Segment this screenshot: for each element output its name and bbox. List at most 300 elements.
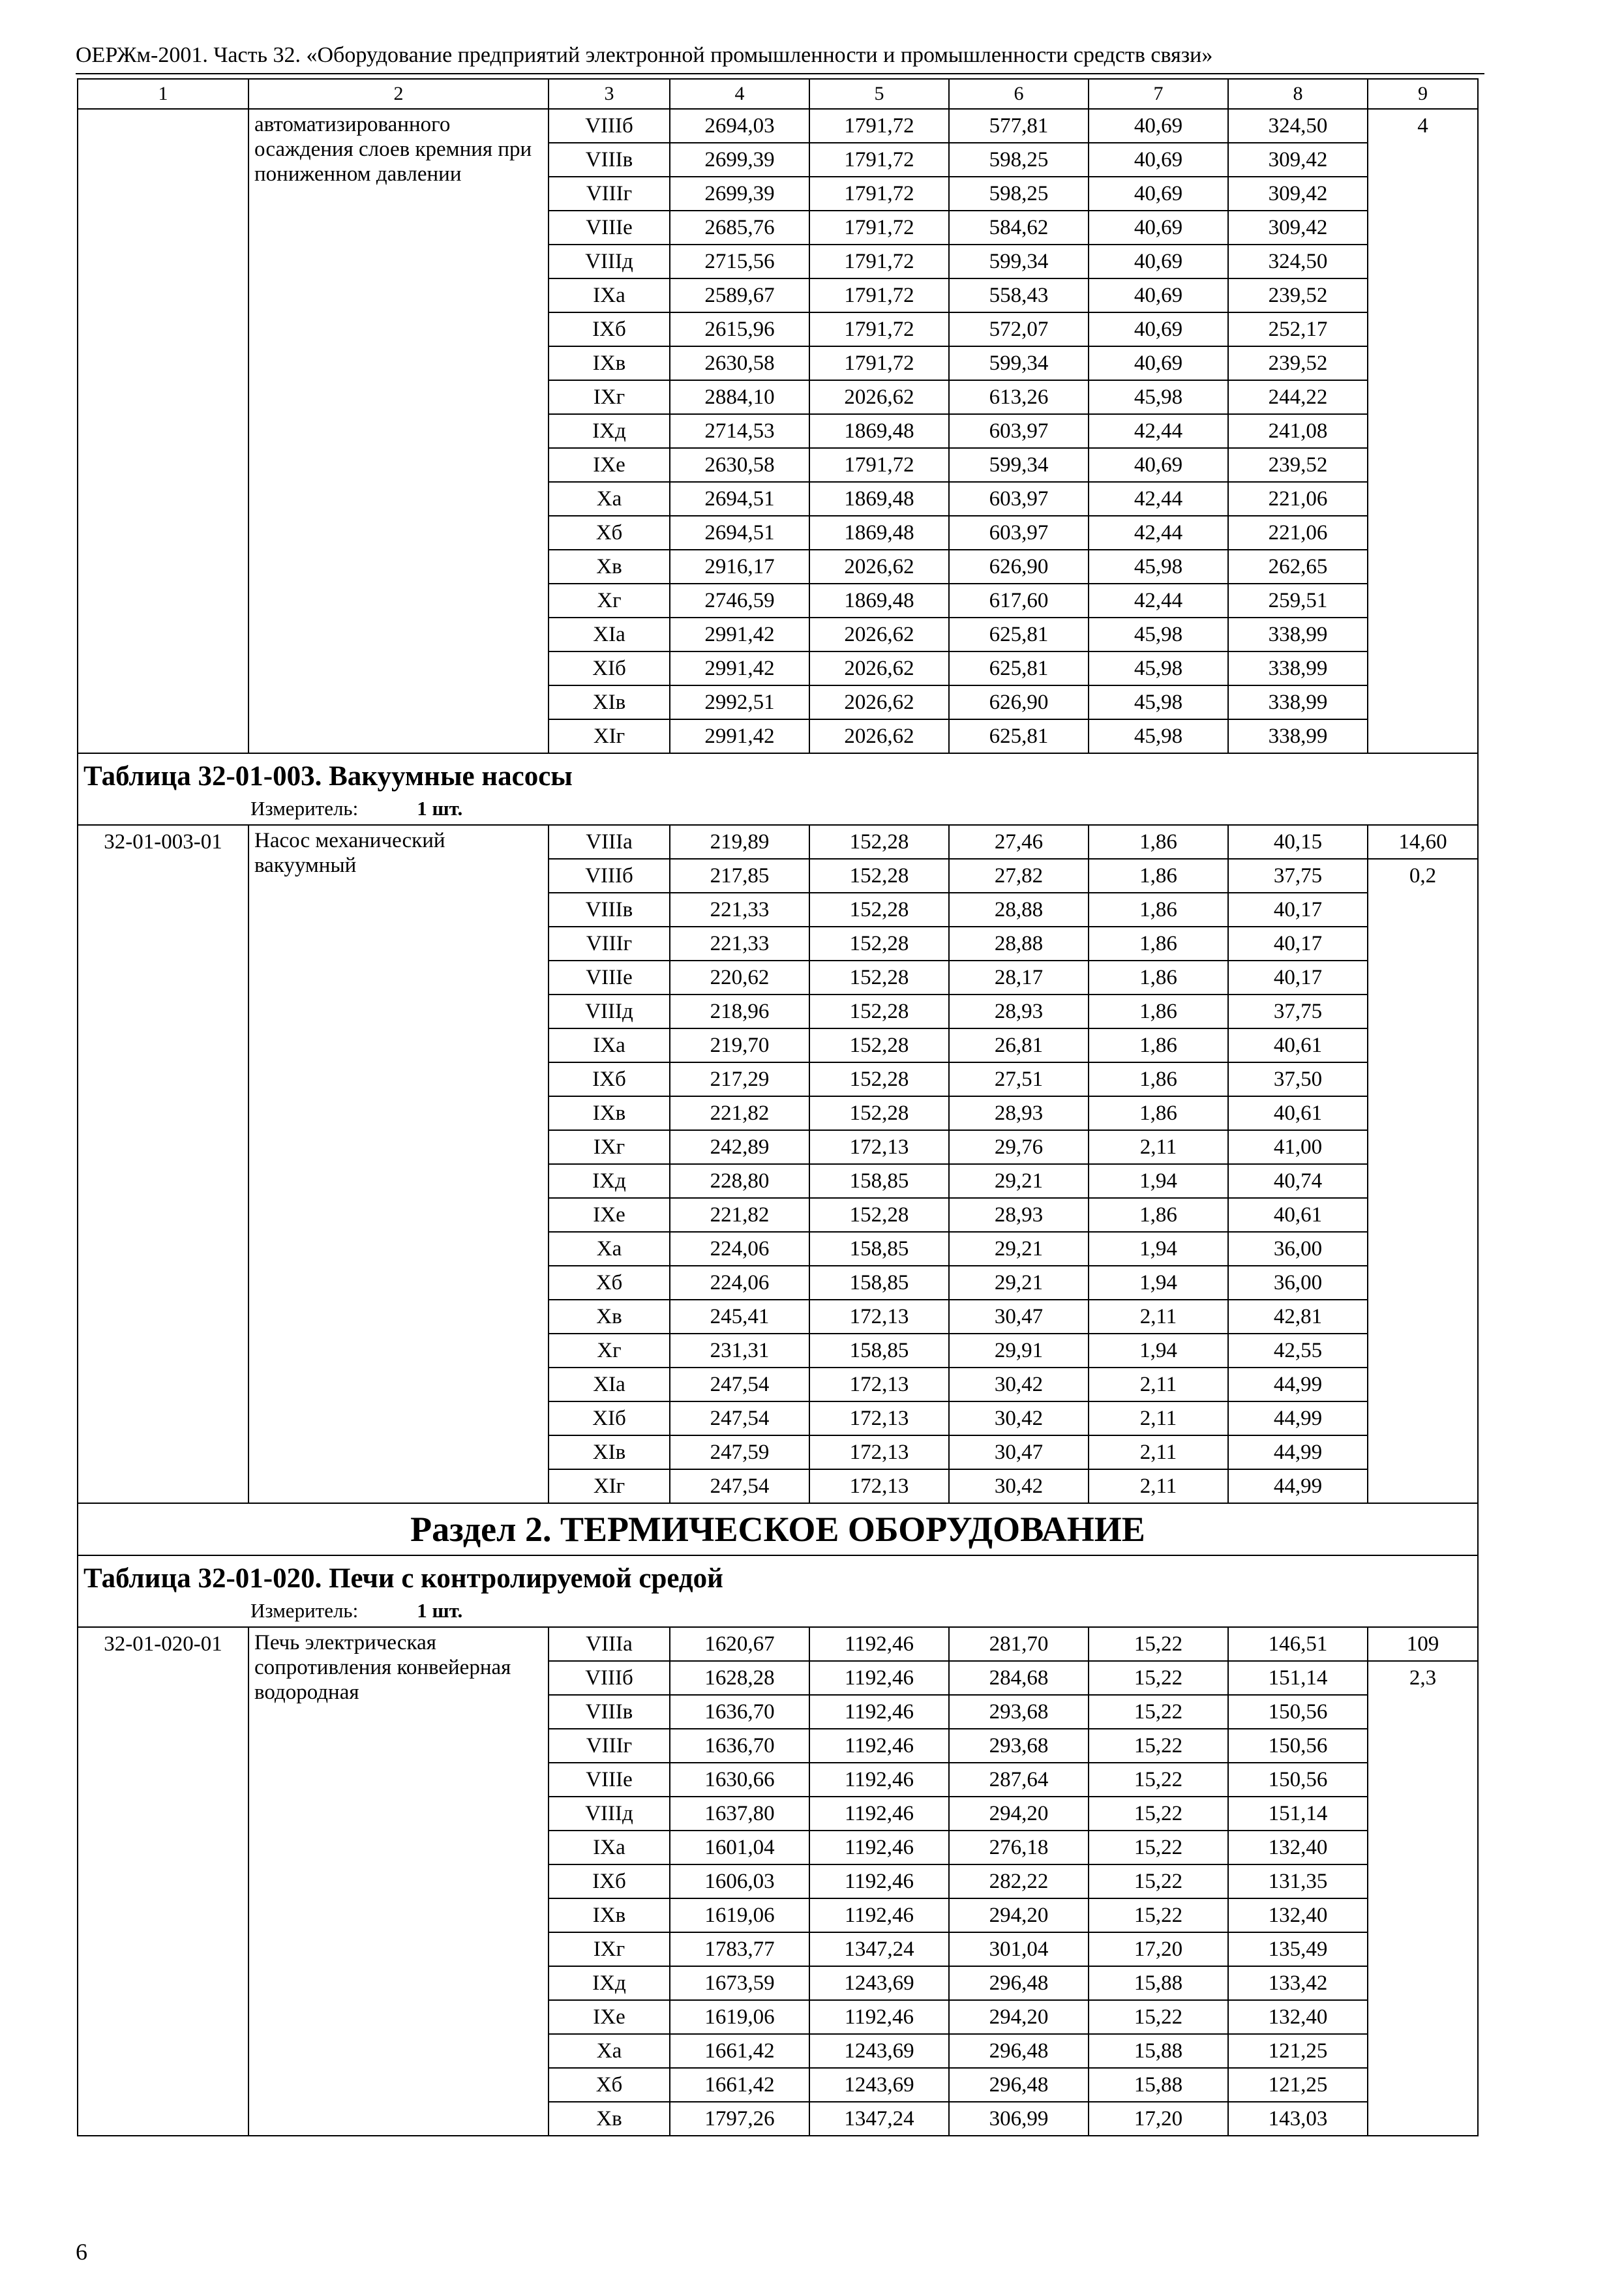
price-value: 150,56	[1228, 1763, 1368, 1797]
price-value: 2,11	[1089, 1469, 1228, 1503]
price-value: 221,06	[1228, 482, 1368, 516]
zone-code: IXд	[549, 414, 670, 448]
price-value: 1797,26	[670, 2102, 809, 2136]
resource-name: Насос механический вакуумный	[248, 825, 549, 1503]
price-value: 17,20	[1089, 1932, 1228, 1966]
zone-code: Xа	[549, 482, 670, 516]
zone-code: XIб	[549, 1401, 670, 1435]
zone-code: VIIIб	[549, 1661, 670, 1695]
price-value: 42,44	[1089, 414, 1228, 448]
resource-code	[78, 109, 248, 753]
price-value: 152,28	[809, 1198, 949, 1232]
price-value: 217,85	[670, 859, 809, 893]
price-value: 152,28	[809, 1062, 949, 1096]
zone-code: IXд	[549, 1164, 670, 1198]
price-value: 40,61	[1228, 1096, 1368, 1130]
price-value: 150,56	[1228, 1729, 1368, 1763]
unit-label: Измеритель:	[250, 797, 359, 820]
zone-code: VIIIе	[549, 961, 670, 995]
price-value: 1,86	[1089, 1028, 1228, 1062]
zone-code: Xв	[549, 550, 670, 584]
price-value: 1636,70	[670, 1729, 809, 1763]
table-row	[78, 1627, 1478, 1661]
price-value: 296,48	[949, 2068, 1089, 2102]
zone-code: IXг	[549, 380, 670, 414]
price-value: 1,94	[1089, 1266, 1228, 1300]
price-value: 29,21	[949, 1164, 1089, 1198]
zone-code: VIIIв	[549, 143, 670, 177]
zone-code: IXб	[549, 1062, 670, 1096]
price-value: 1619,06	[670, 2000, 809, 2034]
price-value: 217,29	[670, 1062, 809, 1096]
price-value: 15,22	[1089, 1898, 1228, 1932]
column-number: 6	[949, 79, 1089, 109]
price-value: 1791,72	[809, 312, 949, 346]
zone-code: XIв	[549, 685, 670, 719]
zone-code: IXе	[549, 1198, 670, 1232]
price-value: 15,22	[1089, 1763, 1228, 1797]
price-value: 241,08	[1228, 414, 1368, 448]
price-value: 28,17	[949, 961, 1089, 995]
price-value: 2694,51	[670, 482, 809, 516]
price-value: 1192,46	[809, 1763, 949, 1797]
price-value: 296,48	[949, 1966, 1089, 2000]
zone-code: IXа	[549, 1831, 670, 1864]
price-value: 242,89	[670, 1130, 809, 1164]
price-value: 42,44	[1089, 482, 1228, 516]
price-value: 1673,59	[670, 1966, 809, 2000]
price-value: 158,85	[809, 1334, 949, 1368]
price-value: 132,40	[1228, 1831, 1368, 1864]
price-value: 28,93	[949, 1096, 1089, 1130]
price-value: 626,90	[949, 685, 1089, 719]
price-value: 1620,67	[670, 1627, 809, 1661]
price-value: 45,98	[1089, 550, 1228, 584]
price-value: 15,22	[1089, 1831, 1228, 1864]
price-value: 15,88	[1089, 2034, 1228, 2068]
price-value: 613,26	[949, 380, 1089, 414]
zone-code: Xб	[549, 2068, 670, 2102]
price-value: 28,88	[949, 927, 1089, 961]
price-value: 29,76	[949, 1130, 1089, 1164]
price-value: 143,03	[1228, 2102, 1368, 2136]
price-value: 219,89	[670, 825, 809, 859]
price-value: 558,43	[949, 278, 1089, 312]
zone-code: Xг	[549, 584, 670, 618]
zone-code: VIIIд	[549, 995, 670, 1028]
price-value: 150,56	[1228, 1695, 1368, 1729]
price-value: 45,98	[1089, 685, 1228, 719]
price-value: 30,42	[949, 1401, 1089, 1435]
price-value: 135,49	[1228, 1932, 1368, 1966]
price-value: 121,25	[1228, 2068, 1368, 2102]
price-value: 324,50	[1228, 245, 1368, 278]
column-number: 9	[1368, 79, 1478, 109]
price-value: 1192,46	[809, 1729, 949, 1763]
price-value: 2,11	[1089, 1401, 1228, 1435]
price-value: 296,48	[949, 2034, 1089, 2068]
price-value: 1,86	[1089, 893, 1228, 927]
zone-code: XIв	[549, 1435, 670, 1469]
price-value: 1869,48	[809, 584, 949, 618]
price-value: 42,81	[1228, 1300, 1368, 1334]
price-value: 151,14	[1228, 1797, 1368, 1831]
zone-code: IXб	[549, 312, 670, 346]
price-value: 2991,42	[670, 618, 809, 651]
zone-code: VIIIг	[549, 1729, 670, 1763]
zone-code: Xб	[549, 1266, 670, 1300]
price-value: 245,41	[670, 1300, 809, 1334]
zone-code: IXе	[549, 448, 670, 482]
running-title: ОЕРЖм-2001. Часть 32. «Оборудование предприятий электронной промышленности и промышленности средств связи»	[76, 43, 1213, 67]
price-value: 1192,46	[809, 1864, 949, 1898]
price-value: 42,55	[1228, 1334, 1368, 1368]
price-value: 44,99	[1228, 1435, 1368, 1469]
price-value: 172,13	[809, 1469, 949, 1503]
price-value: 1791,72	[809, 278, 949, 312]
price-value: 29,91	[949, 1334, 1089, 1368]
price-value: 1791,72	[809, 346, 949, 380]
price-value: 1,86	[1089, 859, 1228, 893]
price-value: 172,13	[809, 1368, 949, 1401]
price-value: 1601,04	[670, 1831, 809, 1864]
price-value: 1192,46	[809, 1831, 949, 1864]
price-value: 40,61	[1228, 1028, 1368, 1062]
price-value: 294,20	[949, 1898, 1089, 1932]
zone-code: VIIIб	[549, 859, 670, 893]
price-value: 2916,17	[670, 550, 809, 584]
price-value: 41,00	[1228, 1130, 1368, 1164]
resource-name: автоматизированного осаждения слоев кремния при пониженном давлении	[248, 109, 549, 753]
price-value: 172,13	[809, 1401, 949, 1435]
price-value: 281,70	[949, 1627, 1089, 1661]
price-value: 1243,69	[809, 1966, 949, 2000]
price-value: 2694,03	[670, 109, 809, 143]
price-value: 1869,48	[809, 516, 949, 550]
price-value: 40,69	[1089, 312, 1228, 346]
price-value: 599,34	[949, 346, 1089, 380]
price-value: 1,86	[1089, 927, 1228, 961]
zone-code: VIIIв	[549, 893, 670, 927]
price-value: 172,13	[809, 1130, 949, 1164]
price-value: 158,85	[809, 1232, 949, 1266]
price-value: 2991,42	[670, 651, 809, 685]
unit-value: 1 шт.	[417, 797, 463, 820]
price-value: 599,34	[949, 245, 1089, 278]
price-value: 239,52	[1228, 346, 1368, 380]
price-value: 259,51	[1228, 584, 1368, 618]
table-title-row	[78, 753, 1478, 825]
zone-code: IXв	[549, 346, 670, 380]
table-title-row	[78, 1555, 1478, 1627]
price-value: 15,22	[1089, 1797, 1228, 1831]
zone-code: IXе	[549, 2000, 670, 2034]
price-value: 1347,24	[809, 1932, 949, 1966]
price-value: 28,88	[949, 893, 1089, 927]
zone-code: XIа	[549, 618, 670, 651]
resource-code: 32-01-003-01	[78, 825, 248, 1503]
price-value: 338,99	[1228, 685, 1368, 719]
table-body	[78, 79, 1478, 2136]
price-value: 625,81	[949, 618, 1089, 651]
price-value: 37,50	[1228, 1062, 1368, 1096]
price-value: 158,85	[809, 1164, 949, 1198]
zone-code: XIг	[549, 1469, 670, 1503]
column-number: 2	[248, 79, 549, 109]
price-value: 247,54	[670, 1469, 809, 1503]
price-value: 1192,46	[809, 1627, 949, 1661]
price-value: 626,90	[949, 550, 1089, 584]
price-value: 239,52	[1228, 448, 1368, 482]
zone-code: Xа	[549, 2034, 670, 2068]
price-value: 221,82	[670, 1198, 809, 1232]
price-value: 146,51	[1228, 1627, 1368, 1661]
price-value: 151,14	[1228, 1661, 1368, 1695]
price-value: 27,46	[949, 825, 1089, 859]
price-value: 2,11	[1089, 1368, 1228, 1401]
price-value: 1,86	[1089, 1096, 1228, 1130]
price-value: 40,15	[1228, 825, 1368, 859]
price-value: 1636,70	[670, 1695, 809, 1729]
price-value: 15,22	[1089, 1729, 1228, 1763]
price-value: 617,60	[949, 584, 1089, 618]
price-value: 1637,80	[670, 1797, 809, 1831]
price-value: 218,96	[670, 995, 809, 1028]
price-value: 132,40	[1228, 1898, 1368, 1932]
zone-code: VIIIа	[549, 825, 670, 859]
price-value: 152,28	[809, 893, 949, 927]
price-value: 45,98	[1089, 380, 1228, 414]
col9-value: 14,60	[1368, 825, 1478, 859]
price-value: 2884,10	[670, 380, 809, 414]
price-value: 1,94	[1089, 1334, 1228, 1368]
table-row	[78, 109, 1478, 143]
price-value: 603,97	[949, 516, 1089, 550]
zone-code: VIIIе	[549, 211, 670, 245]
price-value: 293,68	[949, 1695, 1089, 1729]
column-number: 4	[670, 79, 809, 109]
price-value: 599,34	[949, 448, 1089, 482]
price-value: 1791,72	[809, 143, 949, 177]
price-value: 603,97	[949, 482, 1089, 516]
price-value: 244,22	[1228, 380, 1368, 414]
price-value: 294,20	[949, 1797, 1089, 1831]
price-value: 121,25	[1228, 2034, 1368, 2068]
zone-code: IXб	[549, 1864, 670, 1898]
price-value: 231,31	[670, 1334, 809, 1368]
zone-code: Xв	[549, 2102, 670, 2136]
price-value: 1628,28	[670, 1661, 809, 1695]
header-rule	[76, 73, 1484, 74]
price-value: 152,28	[809, 1096, 949, 1130]
price-value: 29,21	[949, 1232, 1089, 1266]
price-value: 221,33	[670, 927, 809, 961]
price-value: 584,62	[949, 211, 1089, 245]
price-value: 1791,72	[809, 448, 949, 482]
price-value: 2,11	[1089, 1130, 1228, 1164]
price-value: 603,97	[949, 414, 1089, 448]
price-value: 1791,72	[809, 177, 949, 211]
price-value: 15,22	[1089, 1627, 1228, 1661]
price-value: 598,25	[949, 177, 1089, 211]
price-value: 1791,72	[809, 245, 949, 278]
price-value: 28,93	[949, 995, 1089, 1028]
price-value: 221,82	[670, 1096, 809, 1130]
price-value: 42,44	[1089, 584, 1228, 618]
price-value: 577,81	[949, 109, 1089, 143]
price-value: 152,28	[809, 961, 949, 995]
price-value: 2630,58	[670, 448, 809, 482]
price-value: 15,22	[1089, 1695, 1228, 1729]
price-value: 172,13	[809, 1435, 949, 1469]
price-value: 1243,69	[809, 2068, 949, 2102]
column-number: 8	[1228, 79, 1368, 109]
price-value: 2992,51	[670, 685, 809, 719]
price-value: 1869,48	[809, 414, 949, 448]
section-title: Раздел 2. ТЕРМИЧЕСКОЕ ОБОРУДОВАНИЕ	[78, 1503, 1478, 1555]
price-value: 44,99	[1228, 1401, 1368, 1435]
price-value: 324,50	[1228, 109, 1368, 143]
unit-value: 1 шт.	[417, 1599, 463, 1622]
price-value: 15,22	[1089, 1864, 1228, 1898]
price-value: 2746,59	[670, 584, 809, 618]
price-value: 1,86	[1089, 1198, 1228, 1232]
zone-code: IXг	[549, 1932, 670, 1966]
zone-code: Xа	[549, 1232, 670, 1266]
price-value: 30,47	[949, 1435, 1089, 1469]
unit-line	[83, 1598, 1477, 1626]
price-value: 42,44	[1089, 516, 1228, 550]
price-value: 282,22	[949, 1864, 1089, 1898]
price-value: 2026,62	[809, 685, 949, 719]
price-value: 572,07	[949, 312, 1089, 346]
price-value: 1661,42	[670, 2068, 809, 2102]
page-number: 6	[76, 2239, 87, 2265]
price-value: 1,86	[1089, 995, 1228, 1028]
zone-code: IXг	[549, 1130, 670, 1164]
price-value: 1,86	[1089, 825, 1228, 859]
zone-code: VIIIе	[549, 1763, 670, 1797]
price-value: 158,85	[809, 1266, 949, 1300]
price-value: 40,17	[1228, 893, 1368, 927]
price-value: 40,69	[1089, 245, 1228, 278]
price-value: 598,25	[949, 143, 1089, 177]
section-row	[78, 1503, 1478, 1555]
price-value: 1783,77	[670, 1932, 809, 1966]
price-value: 40,69	[1089, 143, 1228, 177]
price-value: 338,99	[1228, 618, 1368, 651]
zone-code: XIб	[549, 651, 670, 685]
price-value: 309,42	[1228, 143, 1368, 177]
column-number: 7	[1089, 79, 1228, 109]
price-value: 45,98	[1089, 719, 1228, 753]
zone-code: VIIIа	[549, 1627, 670, 1661]
column-number: 3	[549, 79, 670, 109]
price-value: 293,68	[949, 1729, 1089, 1763]
price-value: 252,17	[1228, 312, 1368, 346]
col9-value: 4	[1368, 109, 1478, 753]
zone-code: Xг	[549, 1334, 670, 1368]
price-value: 40,61	[1228, 1198, 1368, 1232]
price-value: 1243,69	[809, 2034, 949, 2068]
price-value: 2026,62	[809, 719, 949, 753]
price-value: 2714,53	[670, 414, 809, 448]
column-number-row	[78, 79, 1478, 109]
price-value: 2694,51	[670, 516, 809, 550]
price-value: 1,86	[1089, 1062, 1228, 1096]
price-value: 287,64	[949, 1763, 1089, 1797]
price-value: 1791,72	[809, 211, 949, 245]
price-table	[77, 78, 1479, 2136]
price-value: 1630,66	[670, 1763, 809, 1797]
price-value: 224,06	[670, 1266, 809, 1300]
price-value: 40,69	[1089, 346, 1228, 380]
price-value: 338,99	[1228, 651, 1368, 685]
zone-code: IXв	[549, 1096, 670, 1130]
price-value: 152,28	[809, 825, 949, 859]
price-value: 1,86	[1089, 961, 1228, 995]
price-value: 2026,62	[809, 651, 949, 685]
price-value: 40,17	[1228, 927, 1368, 961]
price-value: 131,35	[1228, 1864, 1368, 1898]
price-value: 1347,24	[809, 2102, 949, 2136]
price-value: 1192,46	[809, 1898, 949, 1932]
price-value: 2026,62	[809, 380, 949, 414]
price-value: 1192,46	[809, 1695, 949, 1729]
price-value: 338,99	[1228, 719, 1368, 753]
price-value: 247,59	[670, 1435, 809, 1469]
price-value: 625,81	[949, 651, 1089, 685]
price-value: 2699,39	[670, 177, 809, 211]
price-value: 239,52	[1228, 278, 1368, 312]
price-value: 40,17	[1228, 961, 1368, 995]
price-value: 36,00	[1228, 1266, 1368, 1300]
col9-value: 2,3	[1368, 1661, 1478, 2136]
price-value: 1606,03	[670, 1864, 809, 1898]
price-value: 40,69	[1089, 177, 1228, 211]
price-value: 220,62	[670, 961, 809, 995]
price-value: 2615,96	[670, 312, 809, 346]
price-value: 247,54	[670, 1368, 809, 1401]
zone-code: IXд	[549, 1966, 670, 2000]
price-value: 15,22	[1089, 2000, 1228, 2034]
price-value: 28,93	[949, 1198, 1089, 1232]
price-value: 2699,39	[670, 143, 809, 177]
price-value: 1619,06	[670, 1898, 809, 1932]
zone-code: VIIIг	[549, 927, 670, 961]
zone-code: VIIIг	[549, 177, 670, 211]
table-title-cell	[78, 753, 1478, 825]
unit-label: Измеритель:	[250, 1599, 359, 1622]
column-number: 5	[809, 79, 949, 109]
price-value: 1,94	[1089, 1164, 1228, 1198]
col9-value: 0,2	[1368, 859, 1478, 1503]
price-value: 1,94	[1089, 1232, 1228, 1266]
price-value: 309,42	[1228, 211, 1368, 245]
price-value: 152,28	[809, 1028, 949, 1062]
price-value: 152,28	[809, 859, 949, 893]
price-value: 36,00	[1228, 1232, 1368, 1266]
price-value: 2589,67	[670, 278, 809, 312]
price-value: 152,28	[809, 927, 949, 961]
price-value: 15,88	[1089, 1966, 1228, 2000]
price-value: 29,21	[949, 1266, 1089, 1300]
price-value: 2715,56	[670, 245, 809, 278]
price-value: 276,18	[949, 1831, 1089, 1864]
price-value: 2,11	[1089, 1435, 1228, 1469]
zone-code: VIIIв	[549, 1695, 670, 1729]
column-number: 1	[78, 79, 248, 109]
